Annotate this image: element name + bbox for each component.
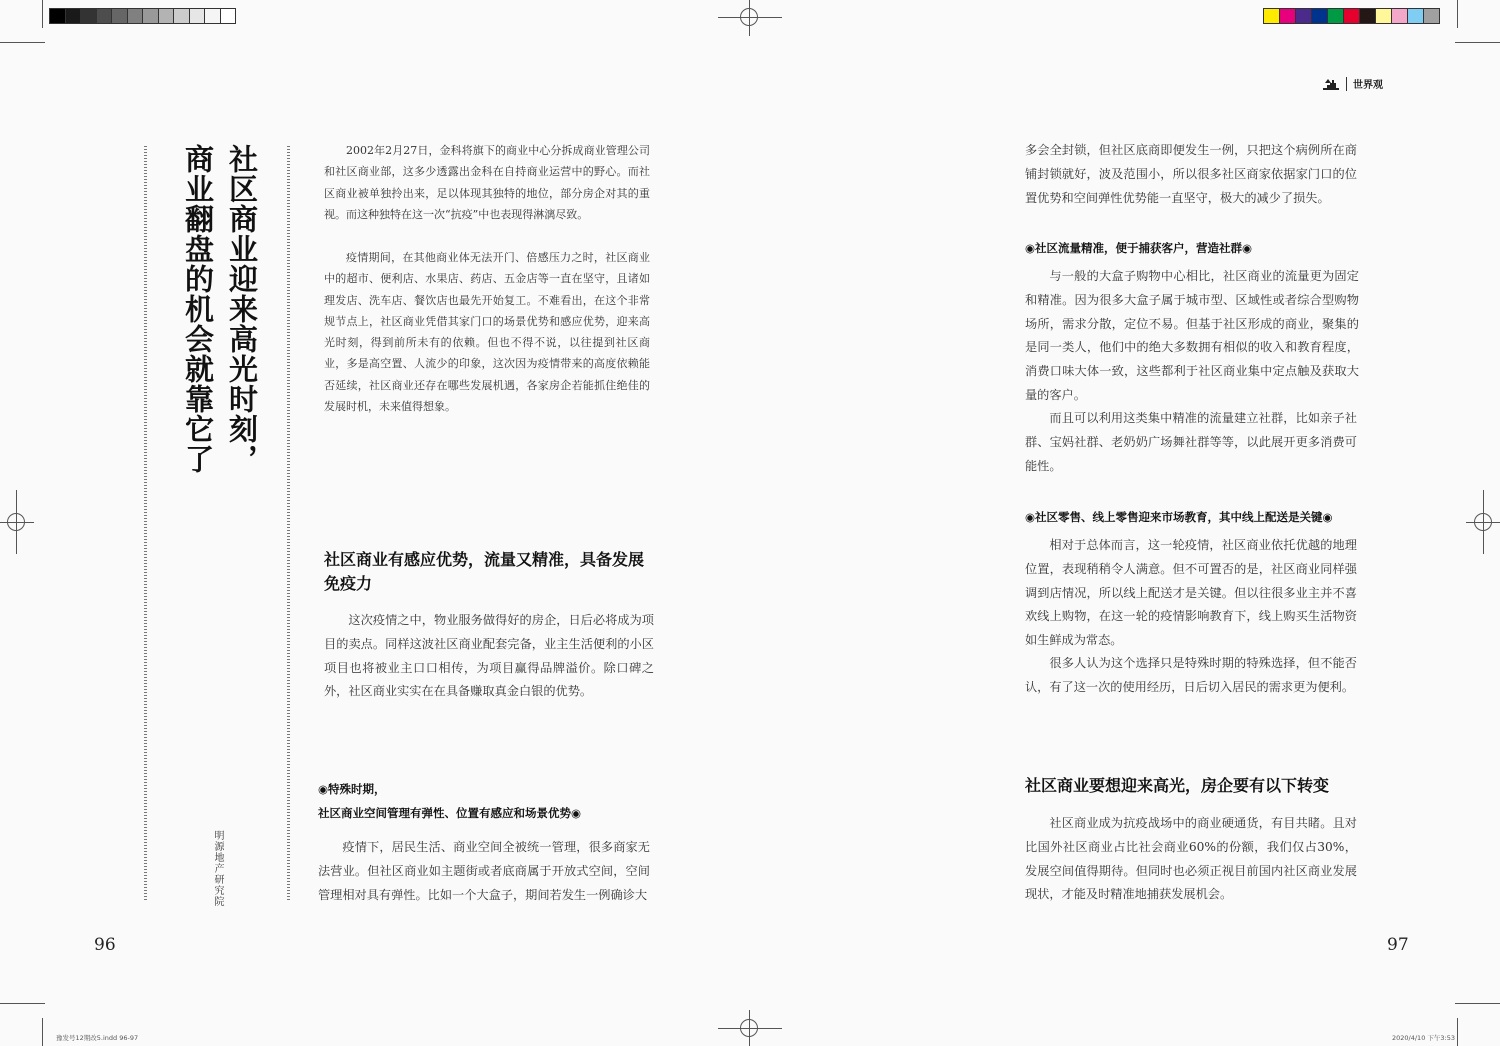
section-header <box>1322 76 1383 91</box>
right-paragraph-6: 社区商业成为抗疫战场中的商业硬通货，有目共睹。且对比国外社区商业占比社会商业60%的份额，我们仅占30%，发展空间值得期待。但同时也必须正视目前国内社区商业发展现状，才能及时精准地捕获发展机会。 <box>1025 816 1357 902</box>
footer-filename: 豫发号12期改5.indd 96-97 <box>56 1034 139 1042</box>
magazine-logo-icon <box>1322 77 1340 91</box>
grayscale-calibration-bar <box>50 8 236 24</box>
subheading-line1: ◉特殊时期， <box>318 782 386 796</box>
subheading-precise-traffic: ◉社区流量精准，便于捕获客户，营造社群◉ <box>1025 241 1253 255</box>
section-heading-transform: 社区商业要想迎来高光，房企要有以下转变 <box>1025 776 1330 795</box>
color-swatch <box>1327 8 1344 24</box>
color-swatch <box>1391 8 1408 24</box>
section-heading-advantage: 社区商业有感应优势，流量又精准，具备发展免疫力 <box>324 550 645 593</box>
page-number-left: 96 <box>94 935 116 955</box>
gray-swatch <box>80 8 97 24</box>
gray-swatch <box>173 8 190 24</box>
color-swatch <box>1263 8 1280 24</box>
gray-swatch <box>158 8 175 24</box>
gray-swatch <box>220 8 237 24</box>
page-number-right: 97 <box>1387 935 1409 955</box>
color-swatch <box>1407 8 1424 24</box>
gray-swatch <box>49 8 66 24</box>
body-paragraph-4: 疫情下，居民生活、商业空间全被统一管理，很多商家无法营业。但社区商业如主题街或者底商属于开放式空间，空间管理相对具有弹性。比如一个大盒子，期间若发生一例确诊大 <box>318 840 650 902</box>
article-title-line2: 商业翻盘的机会就靠它了 <box>181 144 215 474</box>
right-paragraph-2: 与一般的大盒子购物中心相比，社区商业的流量更为固定和精准。因为很多大盒子属于城市型、区域性或者综合型购物场所，需求分散，定位不易。但基于社区形成的商业，聚集的是同一类人，他们中的绝大多数拥有相似的收入和教育程度，消费口味大体一致，这些都利于社区商业集中定点触及获取大量的客户。 <box>1025 269 1359 402</box>
gray-swatch <box>204 8 221 24</box>
intro-paragraph-2: 疫情期间，在其他商业体无法开门、倍感压力之时，社区商业中的超市、便利店、水果店、药店、五金店等一直在坚守，且诸如理发店、洗车店、餐饮店也最先开始复工。不难看出，在这个非常规节点上，社区商业凭借其家门口的场景优势和感应优势，迎来高光时刻，得到前所未有的依赖。但也不得不说，以往提到社区商业，多是高空置、人流少的印象，这次因为疫情带来的高度依赖能否延续，社区商业还存在哪些发展机遇，各家房企若能抓住绝佳的发展时机，未来值得想象。 <box>324 251 650 414</box>
gray-swatch <box>142 8 159 24</box>
article-title-line1: 社区商业迎来高光时刻， <box>225 144 259 474</box>
gray-swatch <box>189 8 206 24</box>
subheading-line2: 社区商业空间管理有弹性、位置有感应和场景优势◉ <box>318 806 582 820</box>
color-swatch <box>1295 8 1312 24</box>
author-org: 明源地产研究院 <box>212 830 223 907</box>
section-label: 世界观 <box>1353 80 1383 91</box>
subheading-special-period <box>318 777 658 825</box>
title-right-border <box>287 146 290 900</box>
subheading-online-retail: ◉社区零售、线上零售迎来市场教育，其中线上配送是关键◉ <box>1025 510 1333 524</box>
color-swatch <box>1311 8 1328 24</box>
title-left-border <box>144 146 147 900</box>
color-calibration-bar <box>1264 8 1440 24</box>
gray-swatch <box>111 8 128 24</box>
color-swatch <box>1423 8 1440 24</box>
color-swatch <box>1359 8 1376 24</box>
color-swatch <box>1279 8 1296 24</box>
body-paragraph-3: 这次疫情之中，物业服务做得好的房企，日后必将成为项目的卖点。同样这波社区商业配套完备，业主生活便利的小区项目也将被业主口口相传，为项目赢得品牌溢价。除口碑之外，社区商业实实在在具备赚取真金白银的优势。 <box>324 613 654 699</box>
color-swatch <box>1375 8 1392 24</box>
gray-swatch <box>65 8 82 24</box>
intro-paragraph-1: 2002年2月27日，金科将旗下的商业中心分拆成商业管理公司和社区商业部，这多少透露出金科在自持商业运营中的野心。而社区商业被单独拎出来，足以体现其独特的地位，部分房企对其的重视。而这种独特在这一次“抗疫”中也表现得淋漓尽致。 <box>324 144 650 221</box>
right-paragraph-1: 多会全封锁，但社区底商即便发生一例，只把这个病例所在商铺封锁就好，波及范围小，所以很多社区商家依据家门口的位置优势和空间弹性优势能一直坚守，极大的减少了损失。 <box>1025 143 1357 205</box>
header-separator <box>1346 77 1347 91</box>
gray-swatch <box>96 8 113 24</box>
gray-swatch <box>127 8 144 24</box>
color-swatch <box>1343 8 1360 24</box>
right-paragraph-3: 而且可以利用这类集中精准的流量建立社群，比如亲子社群、宝妈社群、老奶奶广场舞社群等等，以此展开更多消费可能性。 <box>1025 411 1357 473</box>
right-paragraph-4: 相对于总体而言，这一轮疫情，社区商业依托优越的地理位置，表现稍稍令人满意。但不可置否的是，社区商业同样强调到店情况，所以线上配送才是关键。但以往很多业主并不喜欢线上购物，在这一轮的疫情影响教育下，线上购买生活物资如生鲜成为常态。 <box>1025 538 1357 648</box>
right-paragraph-5: 很多人认为这个选择只是特殊时期的特殊选择，但不能否认，有了这一次的使用经历，日后切入居民的需求更为便利。 <box>1025 656 1357 694</box>
footer-timestamp: 2020/4/10 下午3:53 <box>1392 1034 1455 1042</box>
